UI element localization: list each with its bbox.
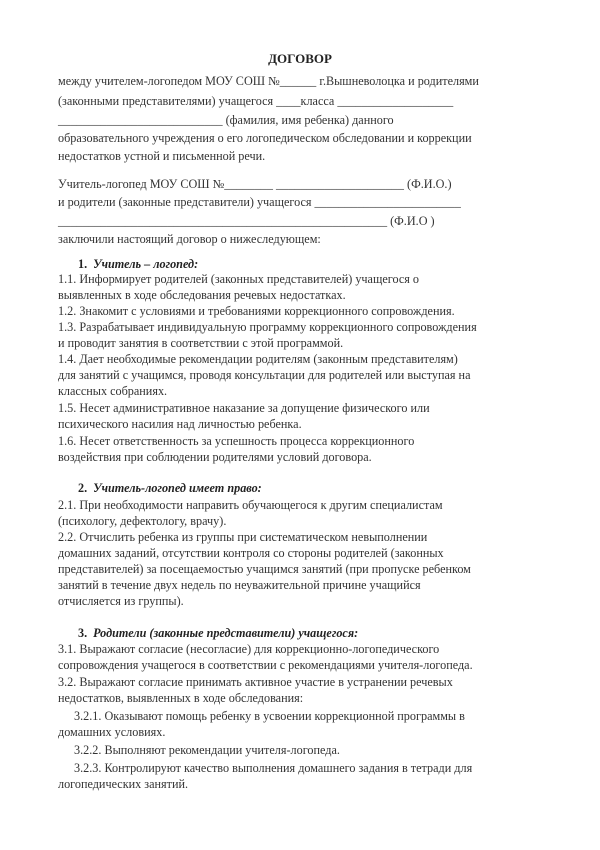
subclause-line: 3.2.2. Выполняют рекомендации учителя-логопеда.	[74, 743, 340, 757]
parties-line: и родители (законные представители) учащегося ________________________	[58, 195, 461, 209]
section-1-line: психического насилия над личностью ребенка.	[58, 417, 302, 431]
section-3-line: сопровождения учащегося в соответствии с рекомендациями учителя-логопеда.	[58, 658, 473, 672]
section-1-line: 1.5. Несет административное наказание за допущение физического или	[58, 401, 430, 415]
section-2-heading	[78, 481, 262, 496]
section-2-line: (психологу, дефектологу, врачу).	[58, 514, 227, 528]
section-1-line: 1.6. Несет ответственность за успешность процесса коррекционного	[58, 434, 415, 448]
section-2-line: домашних заданий, отсутствии контроля со стороны родителей (законных	[58, 546, 444, 560]
intro-line: ___________________________ (фамилия, имя ребенка) данного	[58, 113, 394, 127]
subclause-line: домашних условиях.	[58, 725, 166, 739]
section-number: 3.	[78, 626, 88, 640]
intro-line: образовательного учреждения о его логопедическом обследовании и коррекции	[58, 131, 472, 145]
intro-line: (законными представителями) учащегося ____класса ___________________	[58, 94, 454, 108]
section-2-line: представителей) за посещаемостью учащимся занятий (при пропуске ребенком	[58, 562, 471, 576]
section-1-line: для занятий с учащимся, проводя консультации для родителей или выступая на	[58, 368, 471, 382]
intro-line: между учителем-логопедом МОУ СОШ №______ г.Вышневолоцка и родителями	[58, 74, 479, 88]
section-1-heading	[78, 257, 198, 272]
section-1-line: 1.3. Разрабатывает индивидуальную программу коррекционного сопровождения	[58, 320, 477, 334]
parties-line: заключили настоящий договор о нижеследующем:	[58, 232, 321, 246]
section-3-line: 3.1. Выражают согласие (несогласие) для коррекционно-логопедического	[58, 642, 440, 656]
parties-line: ______________________________________________________ (Ф.И.О )	[58, 214, 435, 228]
section-1-line: классных собраниях.	[58, 384, 168, 398]
section-3-line: недостатков, выявленных в ходе обследования:	[58, 691, 304, 705]
section-2-line: 2.1. При необходимости направить обучающегося к другим специалистам	[58, 498, 443, 512]
section-1-line: 1.2. Знакомит с условиями и требованиями коррекционного сопровождения.	[58, 304, 455, 318]
section-number: 1.	[78, 257, 88, 271]
section-1-line: 1.4. Дает необходимые рекомендации родителям (законным представителям)	[58, 352, 458, 366]
parties-line: Учитель-логопед МОУ СОШ №________ _____________________ (Ф.И.О.)	[58, 177, 452, 191]
section-3-line: 3.2. Выражают согласие принимать активное участие в устранении речевых	[58, 675, 453, 689]
subclause-line: 3.2.1. Оказывают помощь ребенку в усвоении коррекционной программы в	[74, 709, 465, 723]
section-number: 2.	[78, 481, 88, 495]
section-1-line: 1.1. Информирует родителей (законных представителей) учащегося о	[58, 272, 420, 286]
section-title: Учитель – логопед:	[93, 257, 199, 271]
section-title: Родители (законные представители) учащегося:	[93, 626, 359, 640]
section-3-heading	[78, 626, 358, 641]
intro-line: недостатков устной и письменной речи.	[58, 149, 266, 163]
section-2-line: отчисляется из группы).	[58, 594, 184, 608]
section-1-line: воздействия при соблюдении родителями условий договора.	[58, 450, 372, 464]
subclause-line: логопедических занятий.	[58, 777, 189, 791]
section-title: Учитель-логопед имеет право:	[93, 481, 262, 495]
section-1-line: и проводит занятия в соответствии с этой программой.	[58, 336, 344, 350]
document-title: ДОГОВОР	[268, 51, 332, 66]
section-2-line: занятий в течение двух недель по неуважительной причине учащийся	[58, 578, 421, 592]
section-1-line: выявленных в ходе обследования речевых недостатках.	[58, 288, 346, 302]
section-2-line: 2.2. Отчислить ребенка из группы при систематическом невыполнении	[58, 530, 428, 544]
subclause-line: 3.2.3. Контролируют качество выполнения домашнего задания в тетради для	[74, 761, 473, 775]
